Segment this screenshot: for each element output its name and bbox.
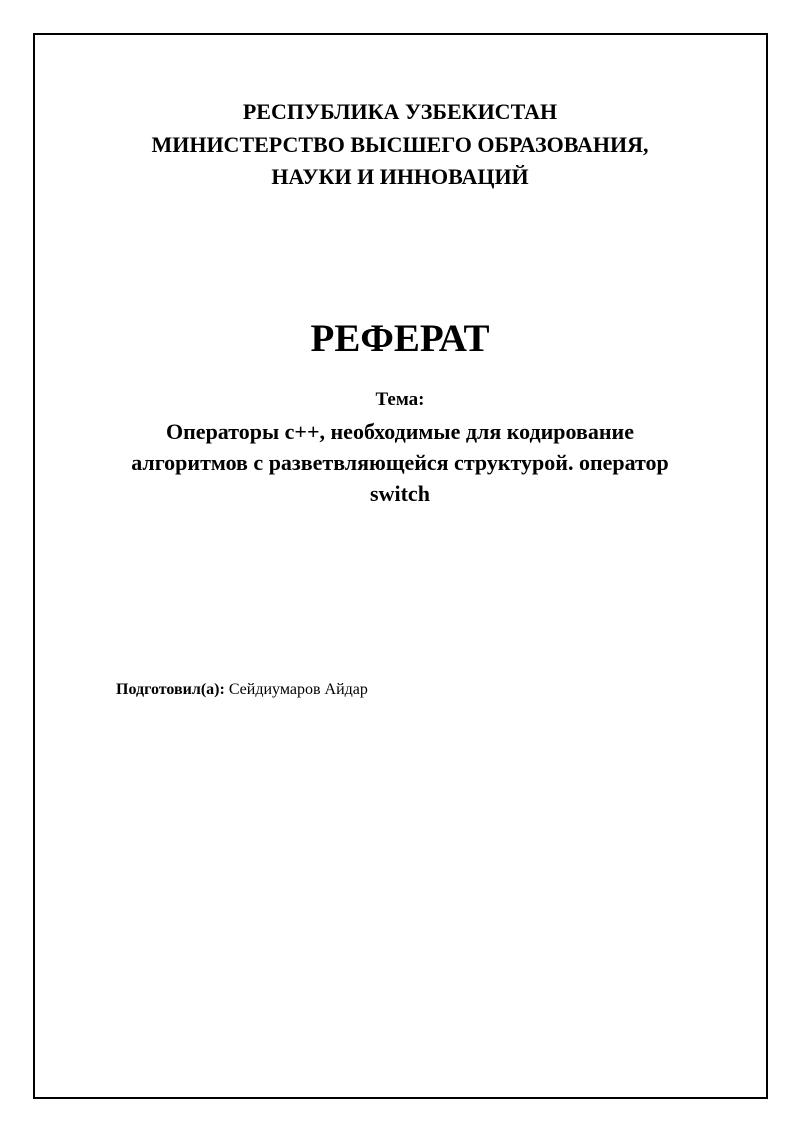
- prepared-by-label: Подготовил(а):: [116, 681, 225, 698]
- header-line: МИНИСТЕРСТВО ВЫСШЕГО ОБРАЗОВАНИЯ,: [151, 131, 649, 157]
- theme-label: Тема:: [375, 389, 425, 410]
- ministry-header: [0, 96, 800, 194]
- document-title: РЕФЕРАТ: [310, 317, 490, 360]
- theme-line: switch: [370, 481, 430, 506]
- author-name: Сейдиумаров Айдар: [228, 681, 368, 698]
- header-line: РЕСПУБЛИКА УЗБЕКИСТАН: [242, 99, 558, 124]
- prepared-by: [116, 680, 368, 700]
- theme-text: [110, 416, 690, 509]
- theme-line: Операторы с++, необходимые для кодирование: [166, 419, 634, 444]
- header-line: НАУКИ И ИННОВАЦИЙ: [271, 164, 529, 189]
- theme-line: алгоритмов с разветвляющейся структурой. оператор: [131, 450, 669, 475]
